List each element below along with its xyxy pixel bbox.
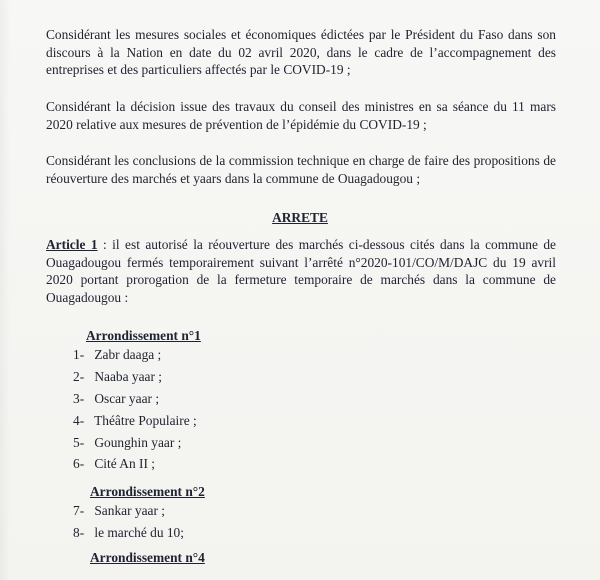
article-1-label: Article 1 bbox=[46, 237, 98, 252]
list-item-number: 7- bbox=[73, 503, 85, 518]
list-item bbox=[73, 456, 155, 472]
list-item-number: 8- bbox=[73, 525, 85, 540]
list-item bbox=[73, 347, 161, 363]
article-1-paragraph bbox=[46, 236, 556, 306]
list-item-number: 6- bbox=[73, 456, 85, 471]
list-item-number: 4- bbox=[73, 413, 85, 428]
arrondissement-4-heading: Arrondissement n°4 bbox=[90, 550, 205, 565]
list-item-name: le marché du 10; bbox=[94, 525, 184, 540]
list-item-name: Gounghin yaar ; bbox=[94, 435, 182, 450]
list-item bbox=[73, 525, 184, 541]
list-item bbox=[73, 369, 162, 385]
list-item-name: Sankar yaar ; bbox=[94, 503, 166, 518]
list-item bbox=[73, 413, 197, 429]
list-item-name: Oscar yaar ; bbox=[94, 391, 160, 406]
list-item-number: 5- bbox=[73, 435, 85, 450]
list-item-number: 1- bbox=[73, 347, 85, 362]
considerant-paragraph-1: Considérant les mesures sociales et économiques édictées par le Président du Faso dans son discours à la Nation en date du 02 avril 2020, dans le cadre de l’accompagnement des entreprises et des particuliers affectés par le COVID-19 ; bbox=[46, 27, 556, 78]
list-item-name: Théâtre Populaire ; bbox=[94, 413, 197, 428]
list-item-number: 3- bbox=[73, 391, 85, 406]
list-item bbox=[73, 391, 159, 407]
list-item-name: Cité An II ; bbox=[94, 456, 155, 471]
arrete-heading: ARRETE bbox=[272, 210, 328, 225]
list-item bbox=[73, 503, 165, 519]
arrondissement-1-heading: Arrondissement n°1 bbox=[86, 328, 201, 343]
list-item bbox=[73, 435, 181, 451]
list-item-name: Naaba yaar ; bbox=[94, 369, 163, 384]
arrondissement-2-heading: Arrondissement n°2 bbox=[90, 484, 205, 499]
article-1-text: : il est autorisé la réouverture des marchés ci-dessous cités dans la commune de Ouagadougou fermés temporairement suivant l’arrêté n°2020-101/CO/M/DAJC du 19 avril 2020 portant prorogation de la fermeture temporaire de marchés dans la commune de Ouagadougou : bbox=[46, 237, 556, 305]
considerant-paragraph-2: Considérant la décision issue des travaux du conseil des ministres en sa séance du 11 mars 2020 relative aux mesures de prévention de l’épidémie du COVID-19 ; bbox=[46, 99, 556, 132]
list-item-number: 2- bbox=[73, 369, 85, 384]
list-item-name: Zabr daaga ; bbox=[94, 347, 162, 362]
page-edge-shadow bbox=[0, 0, 10, 580]
considerant-paragraph-3: Considérant les conclusions de la commission technique en charge de faire des propositions de réouverture des marchés et yaars dans la commune de Ouagadougou ; bbox=[46, 153, 556, 186]
